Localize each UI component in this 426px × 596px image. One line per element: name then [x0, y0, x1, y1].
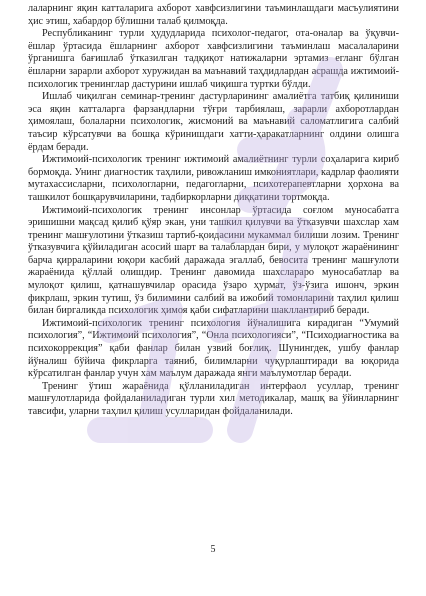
- paragraph-3: Ишлаб чиқилган семинар-тренинг дастурларининг амалиётга татбиқ қилиниши эса яқин катталарга фарзандларни тўғри тарбиялаш, зарарли ахборотлардан ҳимоялаш, болаларни психологик, жисмоний ва маънавий саломатлигига салбий таъсир кўрсатувчи ва бошқа кўринишдаги хатти-ҳаракатларнинг олдини олишга ёрдам беради.: [28, 91, 399, 153]
- body-text: [28, 3, 399, 419]
- paragraph-6: Ижтимоий-психологик тренинг психология йўналишига кирадиган “Умумий психология”, “Ижтимоий психология”, “Онла психологияси”, “Психодиагностика ва психокоррекция” қаби фанлар билан узвий боғлиқ. Шунингдек, ушбу фанлар йўналиш бўйича фикрларга таяниб, билимларни чуқурлаштиради ва юқорида кўрсатилган фанлар учун хам маълум даражада янги маълумотлар беради.: [28, 317, 399, 380]
- paragraph-5: Ижтимоий-психологик тренинг инсонлар ўртасида соғлом муносабатга эришишни мақсад қилиб қўяр экан, уни ташкил қилувчи ва ўтказувчи шахслар хам тренинг машғулотини ўтказиш тартиб-қоидасини мукаммал билиши лозим. Тренинг ўтказувчига қўйиладиган асосий шарт ва талаблардан бири, у мулоқот жараёнининг барча қирраларини юқори касбий даражада эгаллаб, бевосита тренинг машғулоти жараёнида қўллай олишдир. Тренинг давомида шахсларарo муносабатлар ва мулоқот қилиш, қатнашувчилар орасида ўзаро ҳурмат, ўз-ўзига ишонч, эркин фикрлаш, эркин тутиш, ўз билимини салбий ва ижобий томонларини таҳлил қилиш билан биргаликда психологик ҳимоя қаби сифатларини шакллантириб беради.: [28, 204, 399, 317]
- paragraph-7: Тренинг ўтиш жараёнида қўлланиладиган интерфаол усуллар, тренинг машғулотларида фойдаланиладиган турли хил методикалар, машқ ва ўйинларнинг тавсифи, уларни таҳлил қилиш усулларидан фойдаланилади.: [28, 380, 399, 417]
- paragraph-1: лаларнинг яқин катталарига ахборот хавфсизлигини таъминлашдаги масъулиятини ҳис этиш, хабардор бўлишни талаб қилмоқда.: [28, 3, 399, 27]
- page-number: 5: [210, 544, 216, 555]
- paragraph-4: Ижтимоий-психологик тренинг ижтимоий амалиётнинг турли соҳаларига кириб бормоқда. Унинг диагностик таҳлили, ривожланиш имкониятлари, кадрлар фаолияти мутахассисларни, психологларни, педагогларни, психотерапевтларни ҳорхона ва ташкилот бошқарувчиларини, тадбиркорларни диққатини тортмоқда.: [28, 154, 399, 203]
- paragraph-2: Республиканинг турли ҳудудларида психолог-педагог, ота-оналар ва ўқувчи-ёшлар ўртасида ёшларнинг ахборот хавфсизлигини таъминлаш масалаларини ўрганишга бағишлаб ўтказилган тадқиқот натижаларни эртамиз егланг бўлган ёшларни зарарли ахборот хуружидан ва маънавий таҳдидлардан асрашда ижтимоий-психологик тренинглар дастурини ишлаб чиқишга туртки бўлди.: [28, 28, 399, 90]
